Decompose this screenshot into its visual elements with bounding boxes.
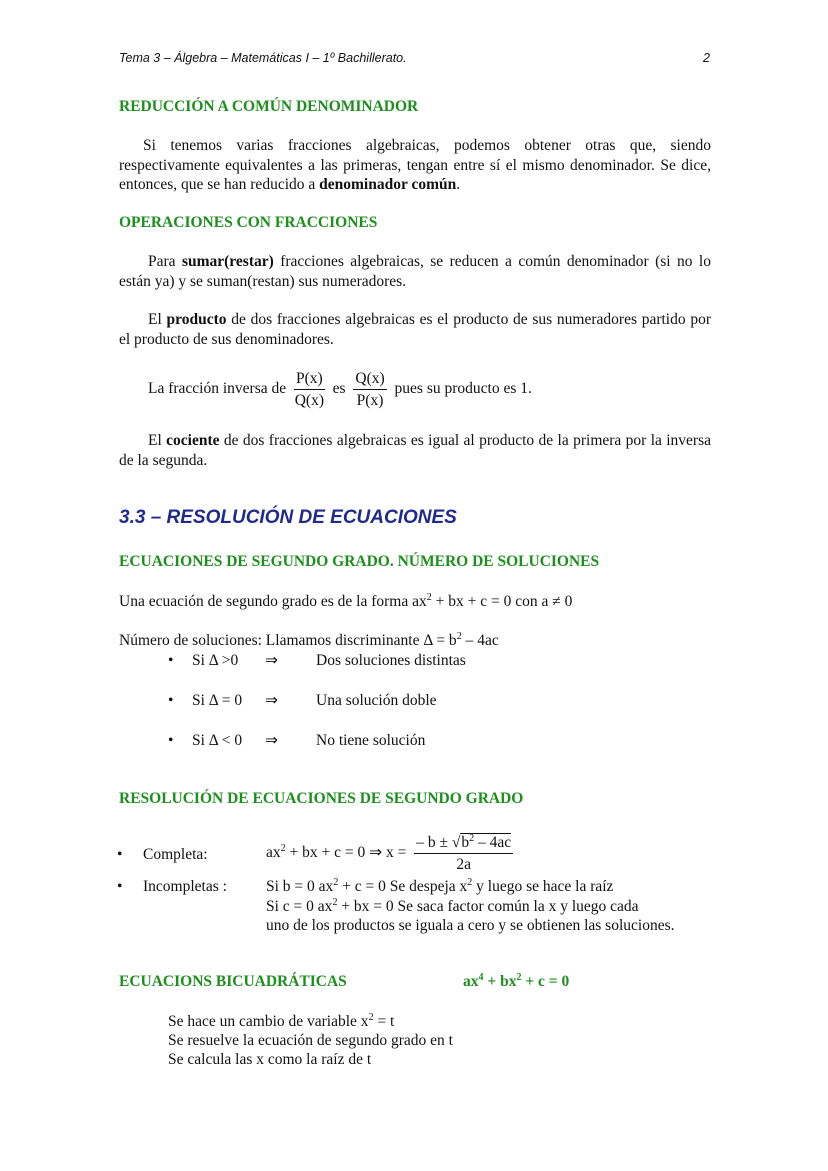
text: La fracción inversa de: [148, 380, 287, 398]
incomplete-c0-cont: uno de los productos se iguala a cero y se obtienen las soluciones.: [266, 917, 675, 934]
heading-reduccion: REDUCCIÓN A COMÚN DENOMINADOR: [119, 98, 419, 115]
paragraph-reduccion: Si tenemos varias fracciones algebraicas, podemos obtener otras que, siendo respectivamente equivalentes a las primeras, tengan entre sí el mismo denominador. Se dice, entonces, que se han reducido a denominador común.: [119, 137, 711, 193]
heading-operaciones: OPERACIONES CON FRACCIONES: [119, 214, 378, 231]
heading-resolucion: RESOLUCIÓN DE ECUACIONES DE SEGUNDO GRADO: [119, 790, 524, 807]
list-item: • Si Δ >0 ⇒ Dos soluciones distintas: [168, 652, 466, 669]
list-item: • Si Δ < 0 ⇒ No tiene solución: [168, 732, 426, 749]
paragraph-sumar: Para sumar(restar) fracciones algebraicas, se reducen a común denominador (si no lo están ya) y se suman(restan) sus numeradores.: [119, 253, 711, 290]
bullet: •: [117, 878, 123, 895]
incomplete-c0: Si c = 0 $ax^2$ + bx = 0 Se saca factor común la x y luego cada: [266, 897, 639, 915]
bullet: •: [117, 846, 123, 863]
fraction-q-over-p: $\frac{Q(x)}{P(x)}$: [355, 370, 385, 409]
page-number: 2: [703, 51, 710, 65]
paragraph-producto: El producto de dos fracciones algebraicas es el producto de sus numeradores partido por el producto de sus denominadores.: [119, 311, 711, 348]
step-3: Se calcula las x como la raíz de t: [168, 1051, 372, 1068]
step-2: Se resuelve la ecuación de segundo grado en t: [168, 1032, 453, 1049]
fraction-p-over-q: $\frac{P(x)}{Q(x)}$: [294, 370, 324, 409]
page-header-title: Tema 3 – Álgebra – Matemáticas I – 1º Bachillerato.: [119, 51, 407, 65]
discriminant-line: Número de soluciones: Llamamos discriminante $\Delta = b^2 - 4ac$: [119, 631, 499, 649]
heading-segundo-grado: ECUACIONES DE SEGUNDO GRADO. NÚMERO DE SOLUCIONES: [119, 553, 600, 570]
text: es: [332, 380, 346, 398]
definition-line: Una ecuación de segundo grado es de la forma $ax^2$ + bx + c = 0 con a ≠ 0: [119, 592, 573, 610]
paragraph-cociente: El cociente de dos fracciones algebraicas es igual al producto de la primera por la inversa de la segunda.: [119, 432, 712, 469]
label-completa: Completa:: [143, 846, 208, 863]
section-title: 3.3 – RESOLUCIÓN DE ECUACIONES: [119, 507, 457, 528]
inverse-fraction-line: [148, 368, 532, 411]
heading-bicuadraticas: ECUACIONS BICUADRÁTICAS: [119, 973, 347, 990]
biquadratic-formula: $ax^4 + bx^2 + c = 0$: [463, 972, 570, 990]
quadratic-formula: $ax^2$ + bx + c = 0 ⇒ x = $\frac{- b \pm √b^2 - 4ac}{2a}$: [266, 833, 512, 873]
label-incompletas: Incompletas :: [143, 878, 227, 895]
step-1: Se hace un cambio de variable $x^2 = t$: [168, 1012, 395, 1030]
list-item: • Si Δ = 0 ⇒ Una solución doble: [168, 692, 437, 709]
text: pues su producto es 1.: [394, 380, 532, 398]
incomplete-b0: Si b = 0 $ax^2 + c = 0$ Se despeja $x^2$ y luego se hace la raíz: [266, 877, 614, 895]
